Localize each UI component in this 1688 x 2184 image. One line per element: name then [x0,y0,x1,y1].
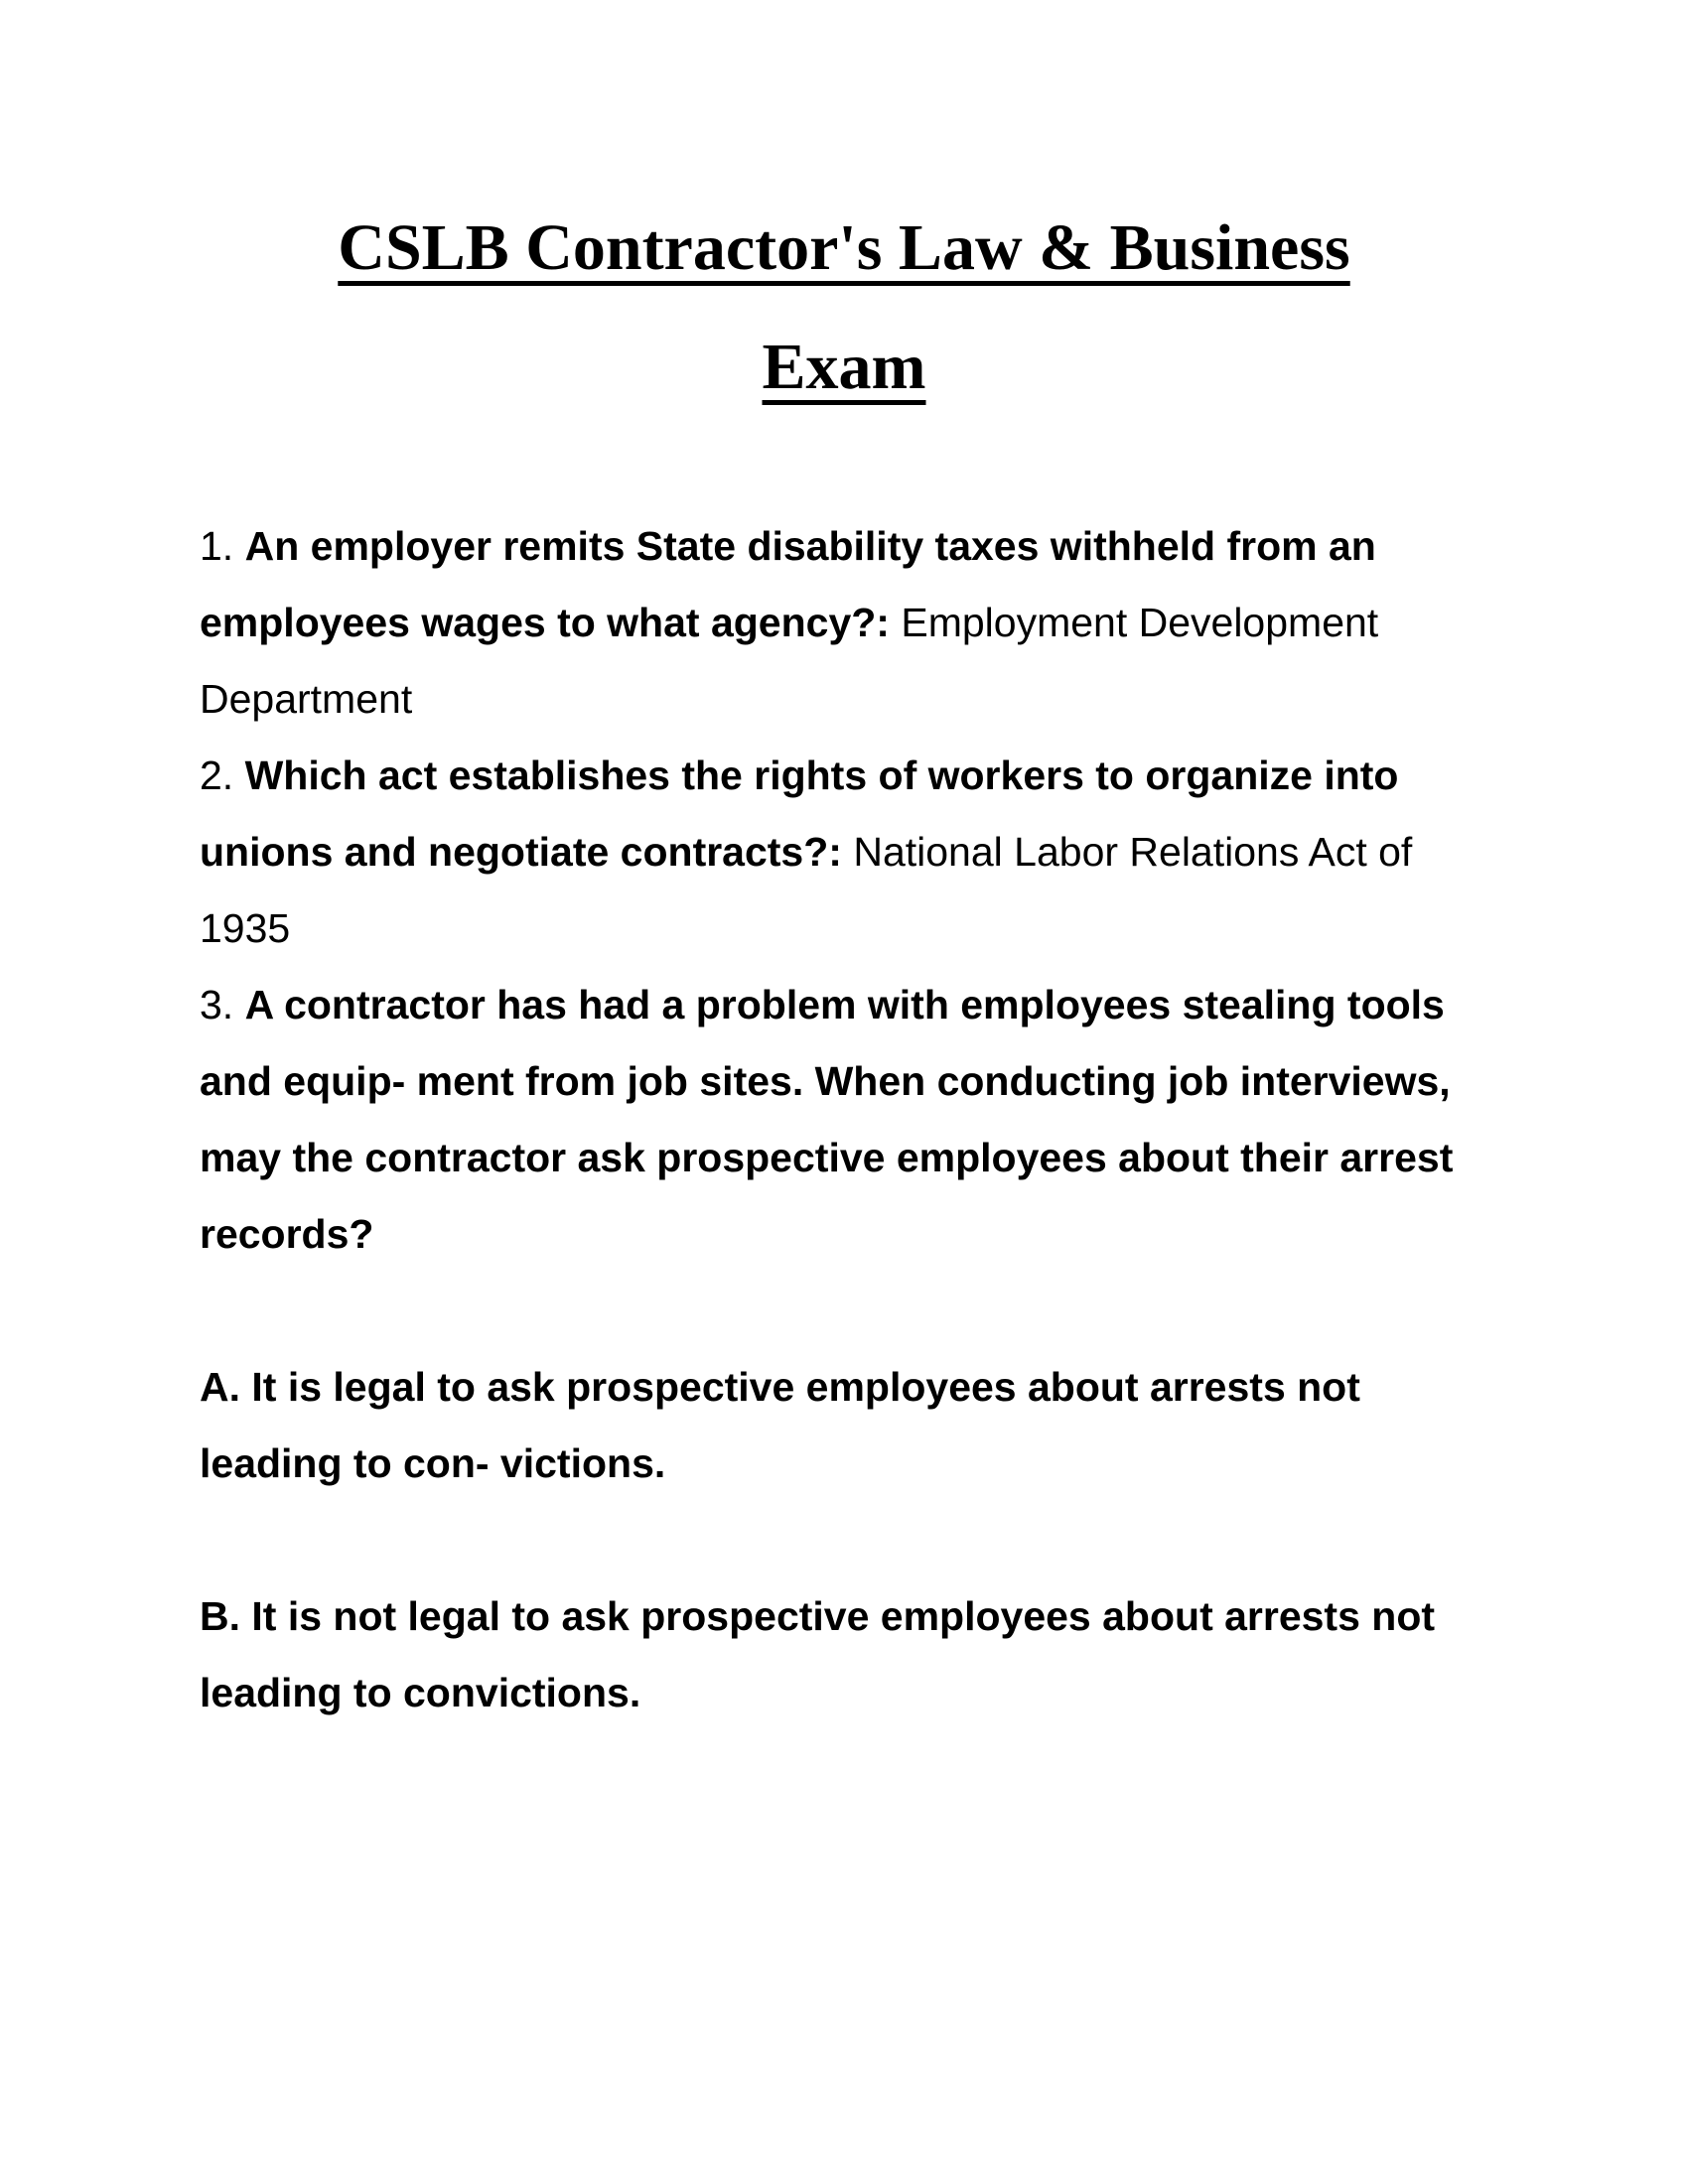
spacer [200,1502,1490,1578]
question-3 [200,967,1490,1273]
question-1-answer: Employment Development Department [200,600,1379,722]
spacer [200,1273,1490,1349]
question-2-text: Which act establishes the rights of workers to organize into unions and negotiate contracts?: [200,752,1399,875]
question-3-text: A contractor has had a problem with employees stealing tools and equip- ment from job sites. When conducting job interviews, may the contractor ask prospective employees about their arrest records? [200,982,1454,1257]
question-3-option-a: A. It is legal to ask prospective employees about arrests not leading to con- victions. [200,1364,1360,1486]
page-title [0,189,1688,427]
question-2-number: 2. [200,752,234,798]
question-3-number: 3. [200,982,234,1027]
question-1 [200,508,1490,738]
question-list [200,508,1490,1731]
title-line-1: CSLB Contractor's Law & Business [338,211,1350,284]
question-2-answer: National Labor Relations Act of 1935 [200,829,1413,951]
question-2 [200,738,1490,967]
title-line-2: Exam [762,331,926,403]
question-1-text: An employer remits State disability taxes withheld from an employees wages to what agency?: [200,523,1376,645]
question-3-option-b: B. It is not legal to ask prospective employees about arrests not leading to convictions. [200,1593,1436,1715]
question-1-number: 1. [200,523,234,569]
